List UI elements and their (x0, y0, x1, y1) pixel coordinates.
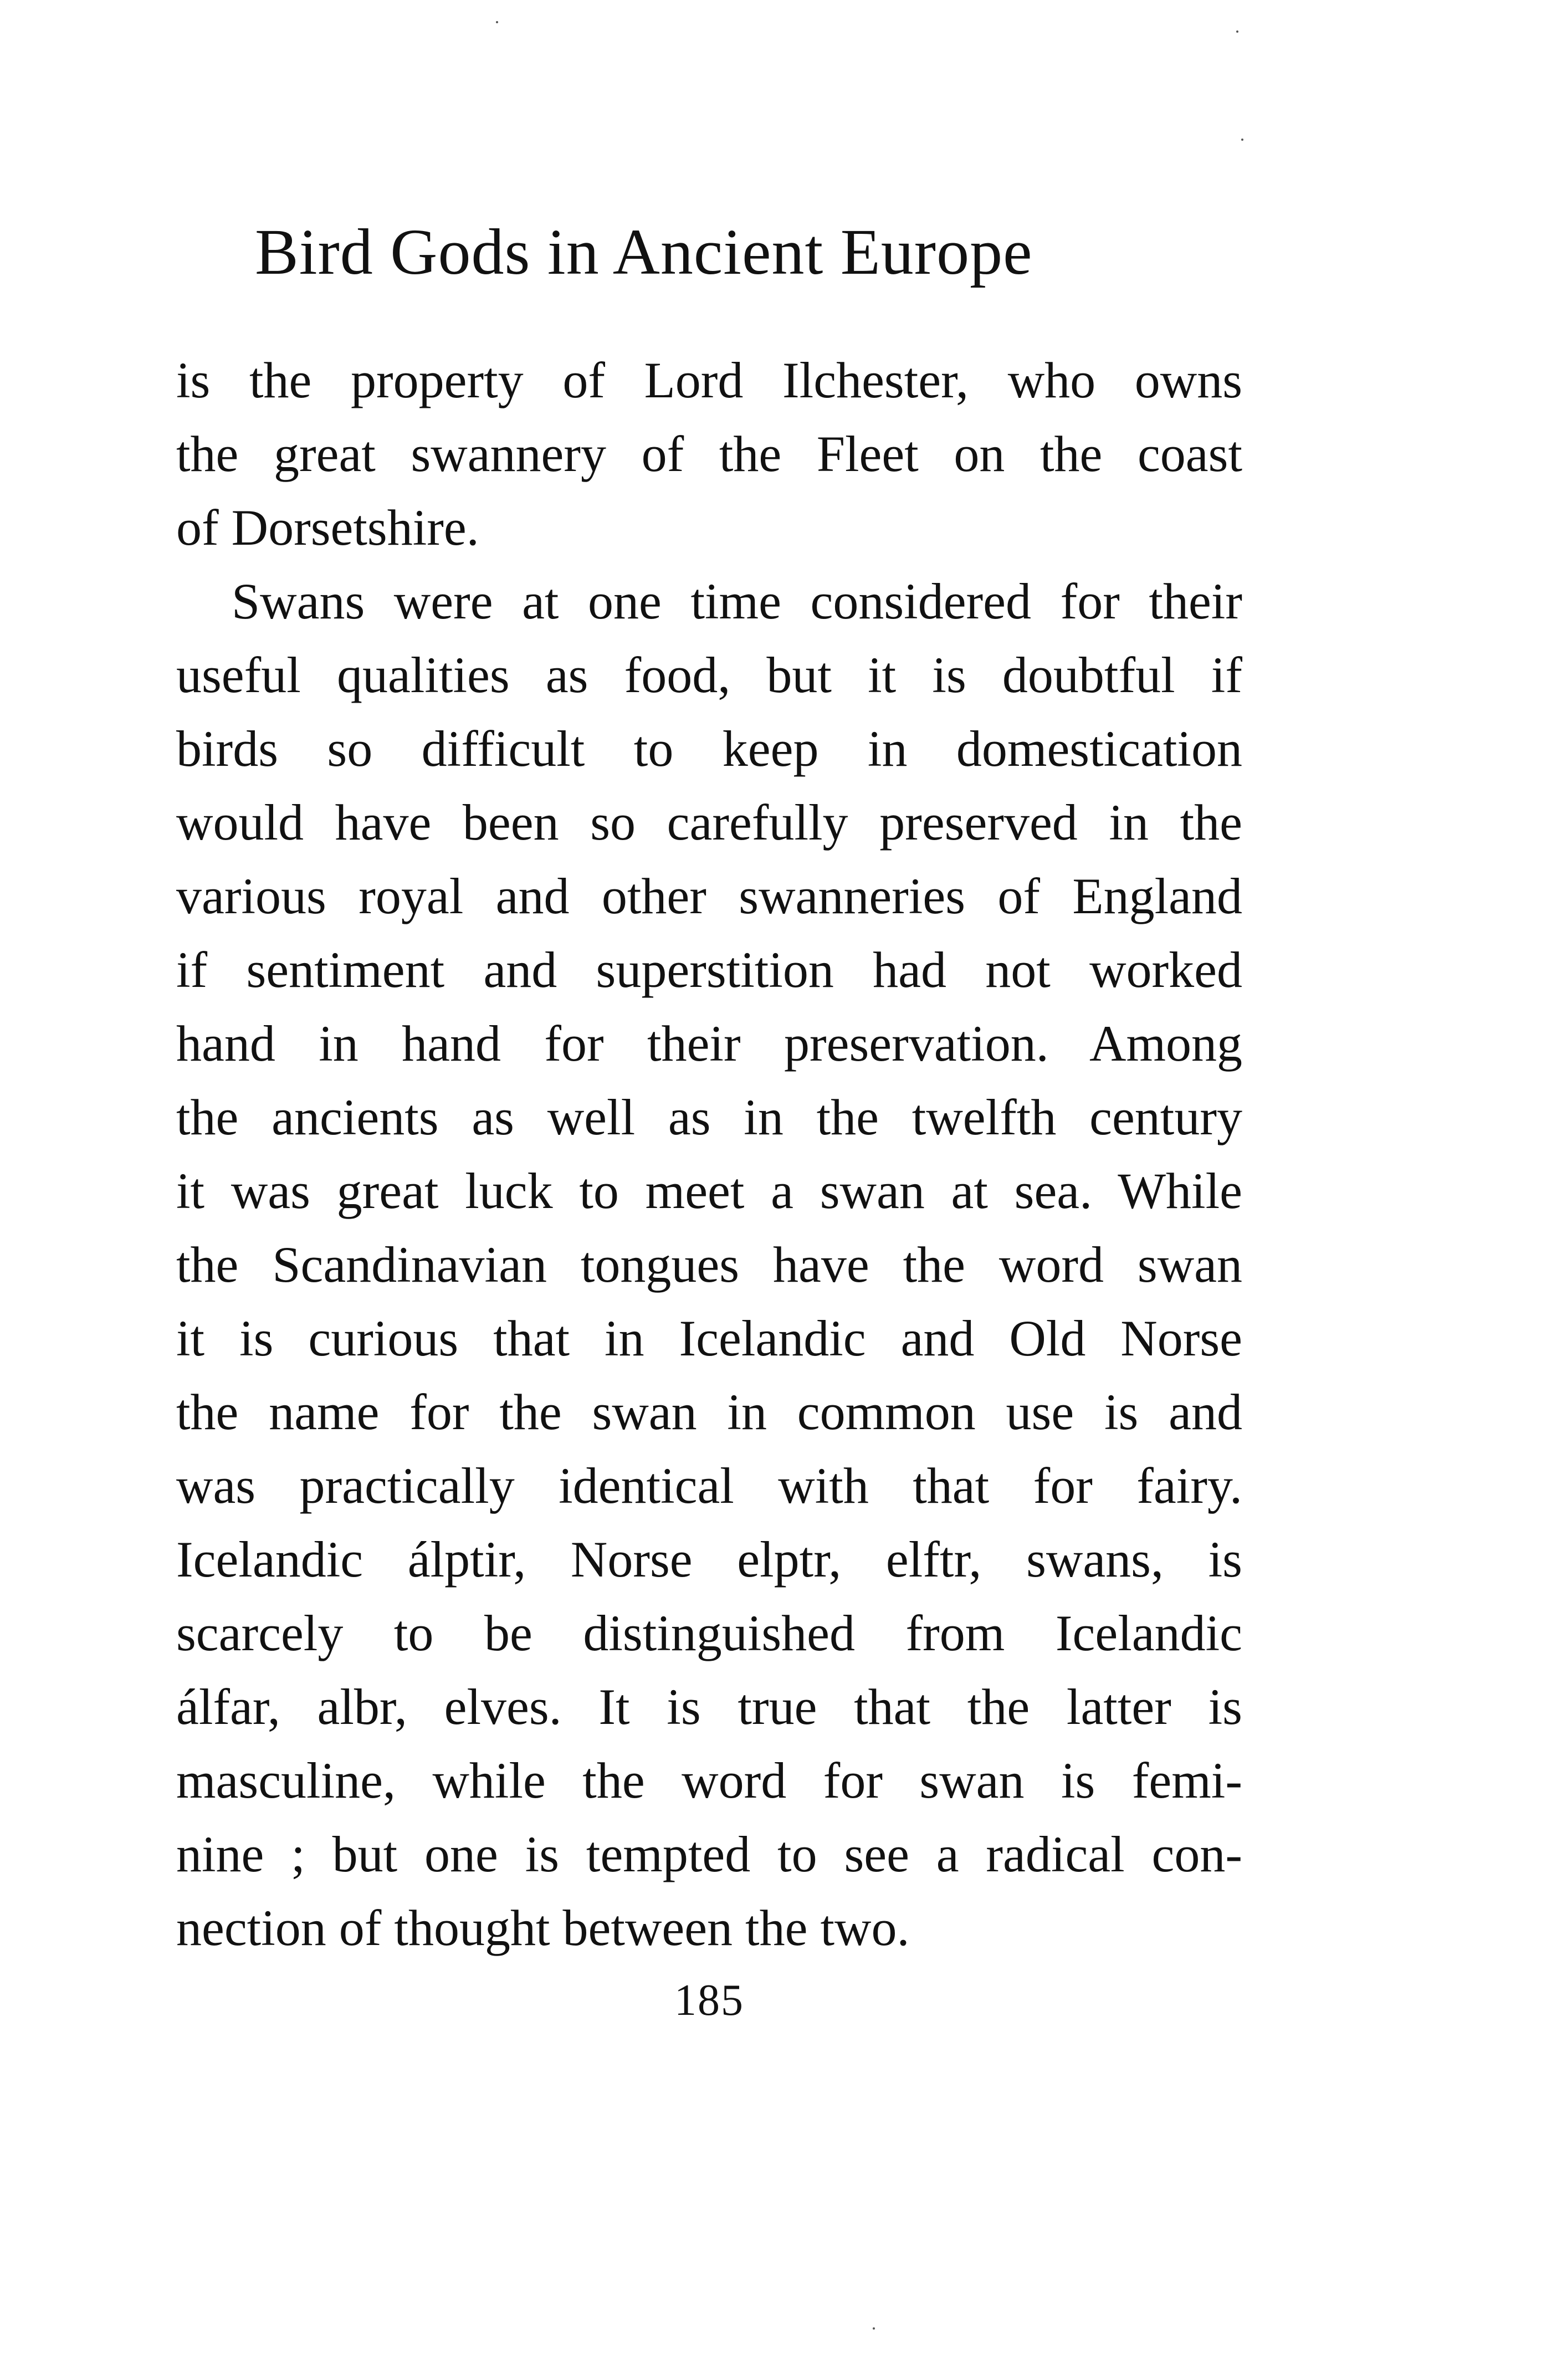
text-line: useful qualities as food, but it is doubtful if (176, 647, 1242, 703)
text-line: of Dorsetshire. (176, 499, 479, 556)
text-line: álfar, albr, elves. It is true that the latter is (176, 1678, 1242, 1735)
text-line: the ancients as well as in the twelfth century (176, 1089, 1242, 1145)
text-line: would have been so carefully preserved in the (176, 794, 1242, 851)
body-text (176, 344, 1242, 1965)
text-line: nine ; but one is tempted to see a radical con- (176, 1826, 1242, 1882)
scan-speck (1236, 30, 1238, 33)
running-head-title: Bird Gods in Ancient Europe (255, 216, 1033, 288)
text-line: masculine, while the word for swan is femi- (176, 1752, 1242, 1809)
text-line: the Scandinavian tongues have the word swan (176, 1236, 1242, 1293)
page-number: 185 (674, 1976, 744, 2025)
text-line: it is curious that in Icelandic and Old Norse (176, 1310, 1242, 1366)
text-line: scarcely to be distinguished from Icelandic (176, 1605, 1242, 1661)
text-line: if sentiment and superstition had not worked (176, 941, 1242, 998)
text-line: the great swannery of the Fleet on the coast (176, 426, 1242, 482)
scan-speck (1241, 139, 1243, 141)
text-line: Icelandic álptir, Norse elptr, elftr, swans, is (176, 1531, 1242, 1588)
text-line: was practically identical with that for fairy. (176, 1457, 1242, 1514)
text-line: nection of thought between the two. (176, 1900, 910, 1956)
scan-speck (496, 21, 498, 23)
text-line: Swans were at one time considered for their (232, 573, 1242, 629)
text-line: various royal and other swanneries of England (176, 868, 1242, 924)
text-line: hand in hand for their preservation. Among (176, 1015, 1242, 1072)
text-line: birds so difficult to keep in domestication (176, 720, 1242, 777)
text-line: it was great luck to meet a swan at sea. While (176, 1163, 1242, 1219)
scan-speck (873, 2327, 875, 2330)
text-line: the name for the swan in common use is and (176, 1384, 1242, 1440)
text-line: is the property of Lord Ilchester, who owns (176, 352, 1242, 408)
